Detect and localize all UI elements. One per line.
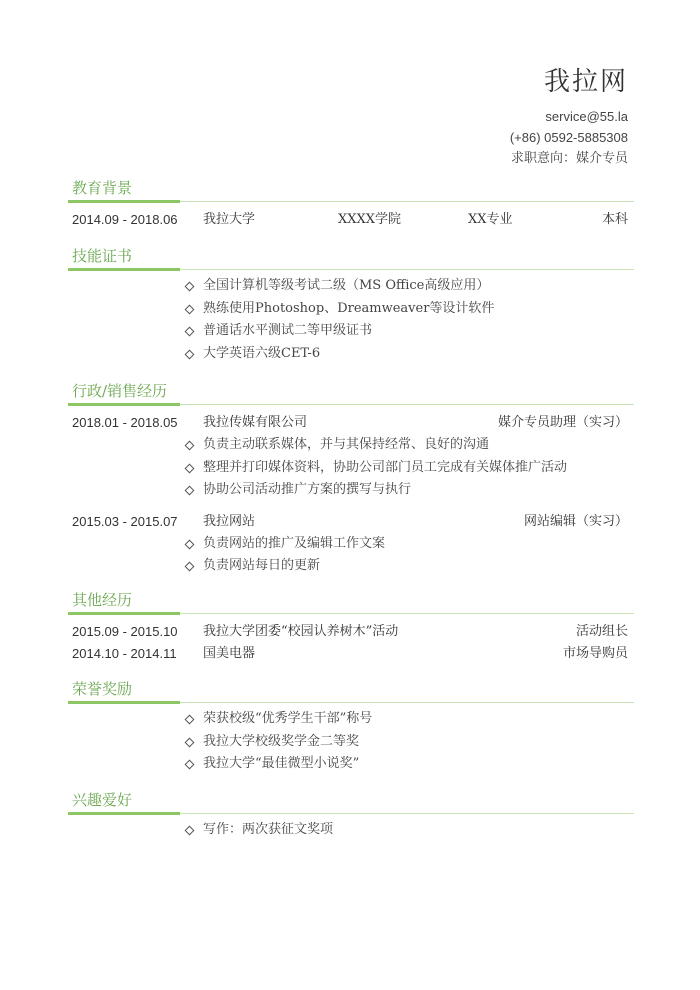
diamond-bullet-icon: [185, 486, 195, 496]
school-name: 我拉大学: [203, 212, 256, 227]
section-other-experience: [68, 590, 634, 665]
diamond-bullet-icon: [185, 327, 195, 337]
phone-text: (+86) 0592-5885308: [509, 130, 628, 145]
diamond-bullet-icon: [185, 760, 195, 770]
candidate-name: 我拉网: [543, 67, 628, 97]
company-name: 我拉网站: [203, 513, 256, 529]
job-role: 媒介专员助理（实习）: [497, 415, 628, 430]
section-divider: [68, 200, 634, 203]
list-item: 全国计算机等级考试二级（MS Office高级应用）: [68, 275, 634, 298]
diamond-bullet-icon: [185, 463, 195, 473]
section-title: 荣誉奖励: [72, 680, 133, 698]
hobbies-list: [68, 819, 634, 842]
experience-org: 国美电器: [203, 646, 256, 661]
resume-header: [510, 62, 628, 169]
job-objective: 求职意向：媒介专员: [510, 151, 628, 166]
list-item: 大学英语六级CET-6: [68, 343, 634, 366]
diamond-bullet-icon: [185, 304, 195, 314]
diamond-bullet-icon: [185, 349, 195, 359]
diamond-bullet-icon: [185, 539, 195, 549]
education-date: 2014.09 - 2018.06: [72, 212, 178, 227]
list-item: 整理并打印媒体资料，协助公司部门员工完成有关媒体推广活动: [68, 457, 634, 480]
education-row: [68, 209, 634, 231]
list-item: 荣获校级“优秀学生干部”称号: [68, 708, 634, 731]
job-row: [68, 511, 634, 533]
section-honors: [68, 679, 634, 776]
list-item: 普通话水平测试二等甲级证书: [68, 320, 634, 343]
experience-org: 我拉大学团委“校园认养树木”活动: [203, 624, 399, 639]
section-divider: [68, 403, 634, 406]
honors-list: [68, 708, 634, 776]
experience-role: 市场导购员: [562, 646, 628, 661]
section-title: 兴趣爱好: [72, 791, 133, 809]
section-work-experience: [68, 381, 634, 578]
experience-row: [68, 621, 634, 643]
diamond-bullet-icon: [185, 715, 195, 725]
major-name: XX专业: [468, 212, 513, 227]
section-skills: [68, 246, 634, 365]
diamond-bullet-icon: [185, 441, 195, 451]
list-item: 负责网站的推广及编辑工作文案: [68, 533, 634, 556]
experience-role: 活动组长: [575, 624, 628, 639]
section-title: 技能证书: [72, 247, 133, 265]
email-text: service@55.la: [545, 109, 628, 124]
list-item: 负责网站每日的更新: [68, 555, 634, 578]
experience-date: 2014.10 - 2014.11: [72, 646, 177, 661]
college-name: XXXX学院: [338, 212, 402, 227]
list-item: 熟练使用Photoshop、Dreamweaver等设计软件: [68, 298, 634, 321]
section-divider: [68, 701, 634, 704]
section-divider: [68, 268, 634, 271]
list-item: 我拉大学“最佳微型小说奖”: [68, 753, 634, 776]
job-row: [68, 412, 634, 434]
job-duties-list: [68, 434, 634, 502]
job-duties-list: [68, 533, 634, 578]
experience-row: [68, 643, 634, 665]
list-item: 写作：两次获征文奖项: [68, 819, 634, 842]
job-date: 2015.03 - 2015.07: [72, 513, 178, 529]
job-role: 网站编辑（实习）: [523, 513, 628, 529]
list-item: 协助公司活动推广方案的撰写与执行: [68, 479, 634, 502]
diamond-bullet-icon: [185, 737, 195, 747]
skills-list: [68, 275, 634, 365]
diamond-bullet-icon: [185, 282, 195, 292]
job-date: 2018.01 - 2018.05: [72, 415, 178, 430]
company-name: 我拉传媒有限公司: [203, 415, 308, 430]
diamond-bullet-icon: [185, 826, 195, 836]
section-title: 其他经历: [72, 591, 133, 609]
degree: 本科: [601, 212, 628, 227]
section-hobbies: [68, 790, 634, 842]
section-divider: [68, 812, 634, 815]
list-item: 负责主动联系媒体，并与其保持经常、良好的沟通: [68, 434, 634, 457]
diamond-bullet-icon: [185, 562, 195, 572]
section-education: [68, 178, 634, 231]
experience-date: 2015.09 - 2015.10: [72, 624, 178, 639]
section-divider: [68, 612, 634, 615]
section-title: 行政/销售经历: [72, 382, 168, 400]
list-item: 我拉大学校级奖学金二等奖: [68, 731, 634, 754]
section-title: 教育背景: [72, 179, 133, 197]
